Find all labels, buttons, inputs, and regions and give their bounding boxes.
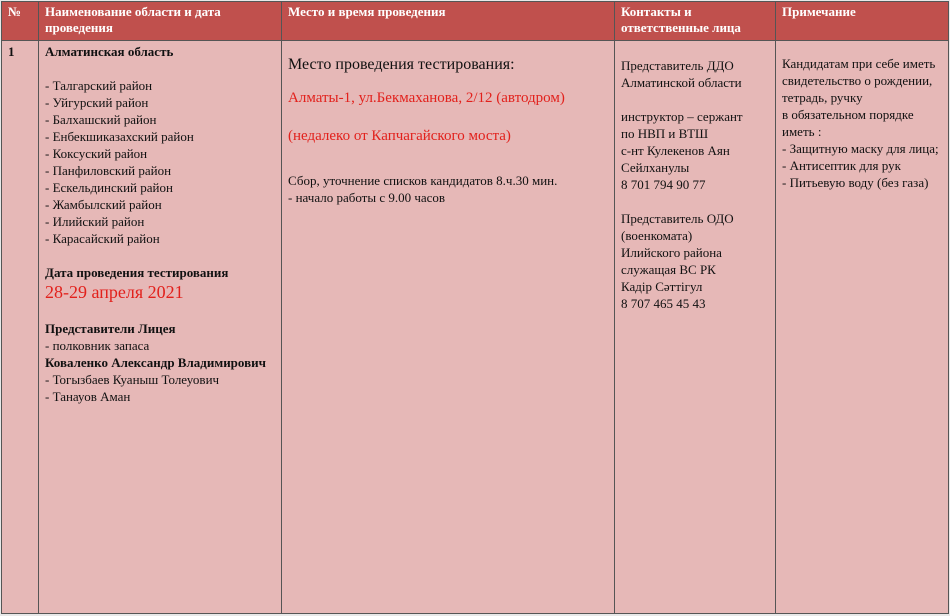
- header-contacts: Контакты и ответственные лица: [615, 2, 776, 41]
- contact-line: Алматинской области: [621, 75, 742, 90]
- header-place: Место и время проведения: [282, 2, 615, 41]
- contact-line: Илийского района: [621, 245, 722, 260]
- district-item: - Балхашский район: [45, 112, 157, 127]
- contact-line: Представитель ДДО: [621, 58, 734, 73]
- note-line: - Антисептик для рук: [782, 158, 901, 173]
- date-label: Дата проведения тестирования: [45, 265, 229, 280]
- place-landmark: (недалеко от Капчагайского моста): [288, 128, 511, 144]
- contact-line: Представитель ОДО: [621, 211, 734, 226]
- date-value: 28-29 апреля 2021: [45, 282, 184, 302]
- contact-line: инструктор – сержант: [621, 109, 743, 124]
- reps-other: - Тогызбаев Куаныш Толеуович: [45, 372, 220, 387]
- contact-phone: 8 707 465 45 43: [621, 296, 706, 311]
- reps-rank: - полковник запаса: [45, 338, 150, 353]
- district-item: - Панфиловский район: [45, 163, 172, 178]
- contacts-cell: [615, 41, 776, 614]
- reps-name: Коваленко Александр Владимирович: [45, 355, 266, 370]
- district-item: - Талгарский район: [45, 78, 153, 93]
- note-line: - Защитную маску для лица;: [782, 141, 939, 156]
- start-time: - начало работы с 9.00 часов: [288, 190, 446, 205]
- note-line: - Питьевую воду (без газа): [782, 175, 929, 190]
- reps-label: Представители Лицея: [45, 321, 176, 336]
- schedule-table: [1, 1, 949, 614]
- contact-line: Кадір Сәттігул: [621, 279, 703, 294]
- contact-line: по НВП и ВТШ: [621, 126, 709, 141]
- header-num: №: [2, 2, 39, 41]
- note-line: Кандидатам при себе иметь свидетельство о рождении, тетрадь, ручку: [782, 56, 936, 105]
- table-row: [2, 41, 949, 614]
- contact-line: Сейлханулы: [621, 160, 690, 175]
- district-item: - Уйгурский район: [45, 95, 149, 110]
- header-note: Примечание: [776, 2, 949, 41]
- note-cell: [776, 41, 949, 614]
- contact-phone: 8 701 794 90 77: [621, 177, 706, 192]
- header-region: Наименование области и дата проведения: [39, 2, 282, 41]
- header-row: [2, 2, 949, 41]
- contact-line: служащая ВС РК: [621, 262, 716, 277]
- district-item: - Илийский район: [45, 214, 145, 229]
- place-cell: [282, 41, 615, 614]
- row-number: 1: [2, 41, 39, 614]
- district-item: - Карасайский район: [45, 231, 160, 246]
- reps-other: - Танауов Аман: [45, 389, 131, 404]
- district-item: - Енбекшиказахский район: [45, 129, 194, 144]
- region-name: Алматинская область: [45, 44, 174, 59]
- district-item: - Жамбылский район: [45, 197, 162, 212]
- place-address: Алматы-1, ул.Бекмаханова, 2/12 (автодром): [288, 90, 565, 106]
- district-item: - Ескельдинский район: [45, 180, 173, 195]
- contact-line: (военкомата): [621, 228, 693, 243]
- gather-time: Сбор, уточнение списков кандидатов 8.ч.30 мин.: [288, 173, 558, 188]
- region-cell: [39, 41, 282, 614]
- place-lead: Место проведения тестирования:: [288, 56, 515, 73]
- district-list: [45, 77, 275, 247]
- note-line: в обязательном порядке иметь :: [782, 107, 914, 139]
- contact-line: с-нт Кулекенов Аян: [621, 143, 730, 158]
- district-item: - Коксуский район: [45, 146, 148, 161]
